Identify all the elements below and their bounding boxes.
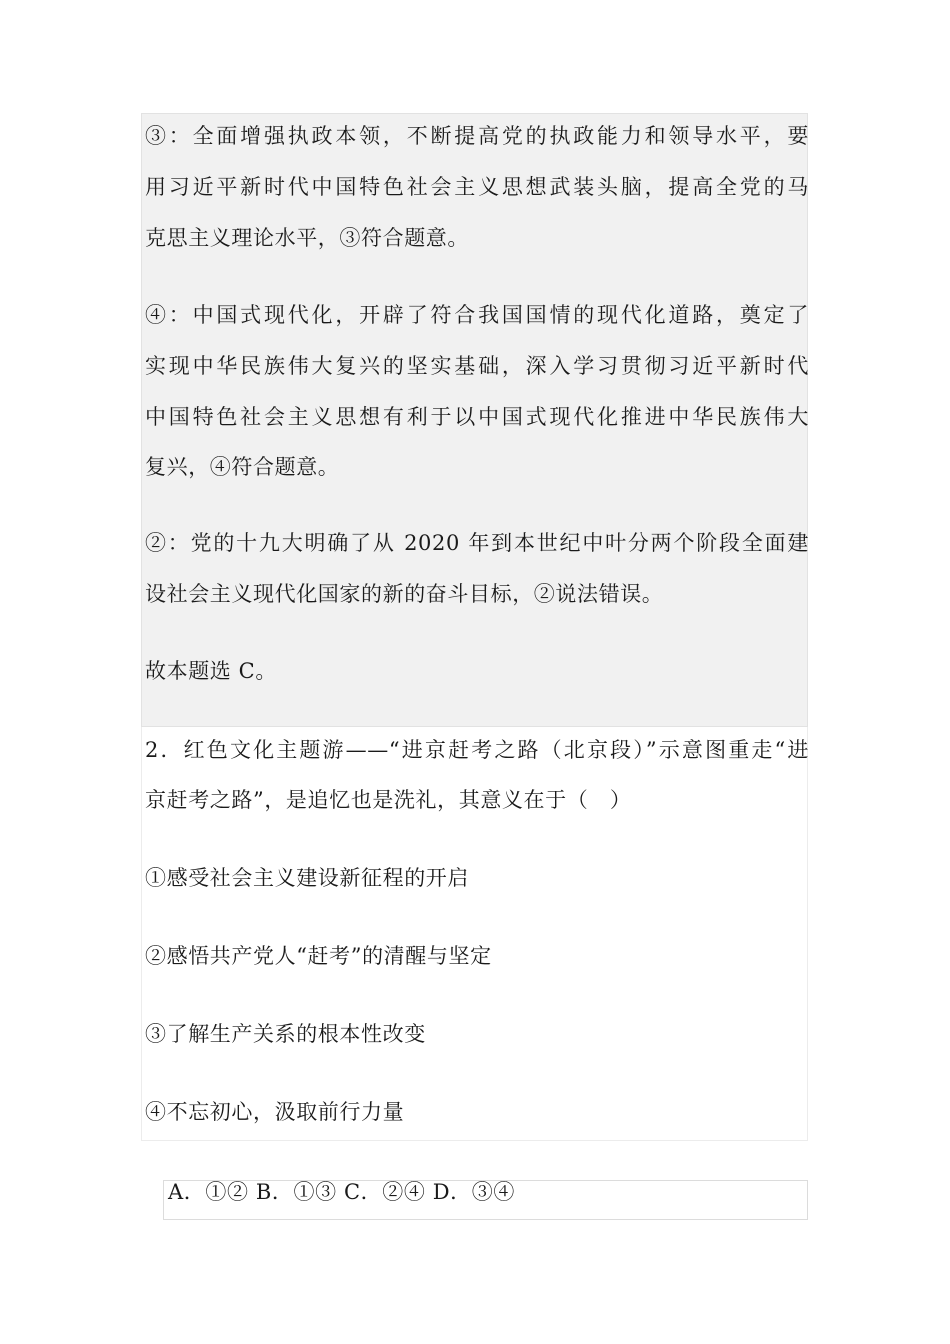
question-item-1: ①感受社会主义建设新征程的开启: [145, 866, 469, 890]
question-stem-line2: 京赶考之路”，是追忆也是洗礼，其意义在于（ ）: [145, 788, 632, 812]
explanation-para2-line2: 设社会主义现代化国家的新的奋斗目标，②说法错误。: [145, 582, 664, 606]
question-stem-line1: 2．红色文化主题游——“进京赶考之路（北京段）”示意图重走“进: [145, 738, 809, 762]
explanation-para3-line1: ③：全面增强执政本领，不断提高党的执政能力和领导水平，要: [145, 124, 809, 148]
explanation-para4-line1: ④：中国式现代化，开辟了符合我国国情的现代化道路，奠定了: [145, 303, 809, 327]
question-item-4: ④不忘初心，汲取前行力量: [145, 1100, 405, 1124]
answer-options: A．①② B．①③ C．②④ D．③④: [168, 1180, 515, 1204]
explanation-conclusion: 故本题选 C。: [145, 659, 277, 683]
question-item-3: ③了解生产关系的根本性改变: [145, 1022, 426, 1046]
question-item-2: ②感悟共产党人“赶考”的清醒与坚定: [145, 944, 492, 968]
explanation-para3-line2: 用习近平新时代中国特色社会主义思想武装头脑，提高全党的马: [145, 175, 809, 199]
explanation-para2-line1: ②：党的十九大明确了从 2020 年到本世纪中叶分两个阶段全面建: [145, 531, 809, 555]
explanation-para3-line3: 克思主义理论水平，③符合题意。: [145, 226, 469, 250]
explanation-para4-line4: 复兴，④符合题意。: [145, 455, 340, 479]
explanation-para4-line2: 实现中华民族伟大复兴的坚实基础，深入学习贯彻习近平新时代: [145, 354, 809, 378]
explanation-para4-line3: 中国特色社会主义思想有利于以中国式现代化推进中华民族伟大: [145, 405, 809, 429]
